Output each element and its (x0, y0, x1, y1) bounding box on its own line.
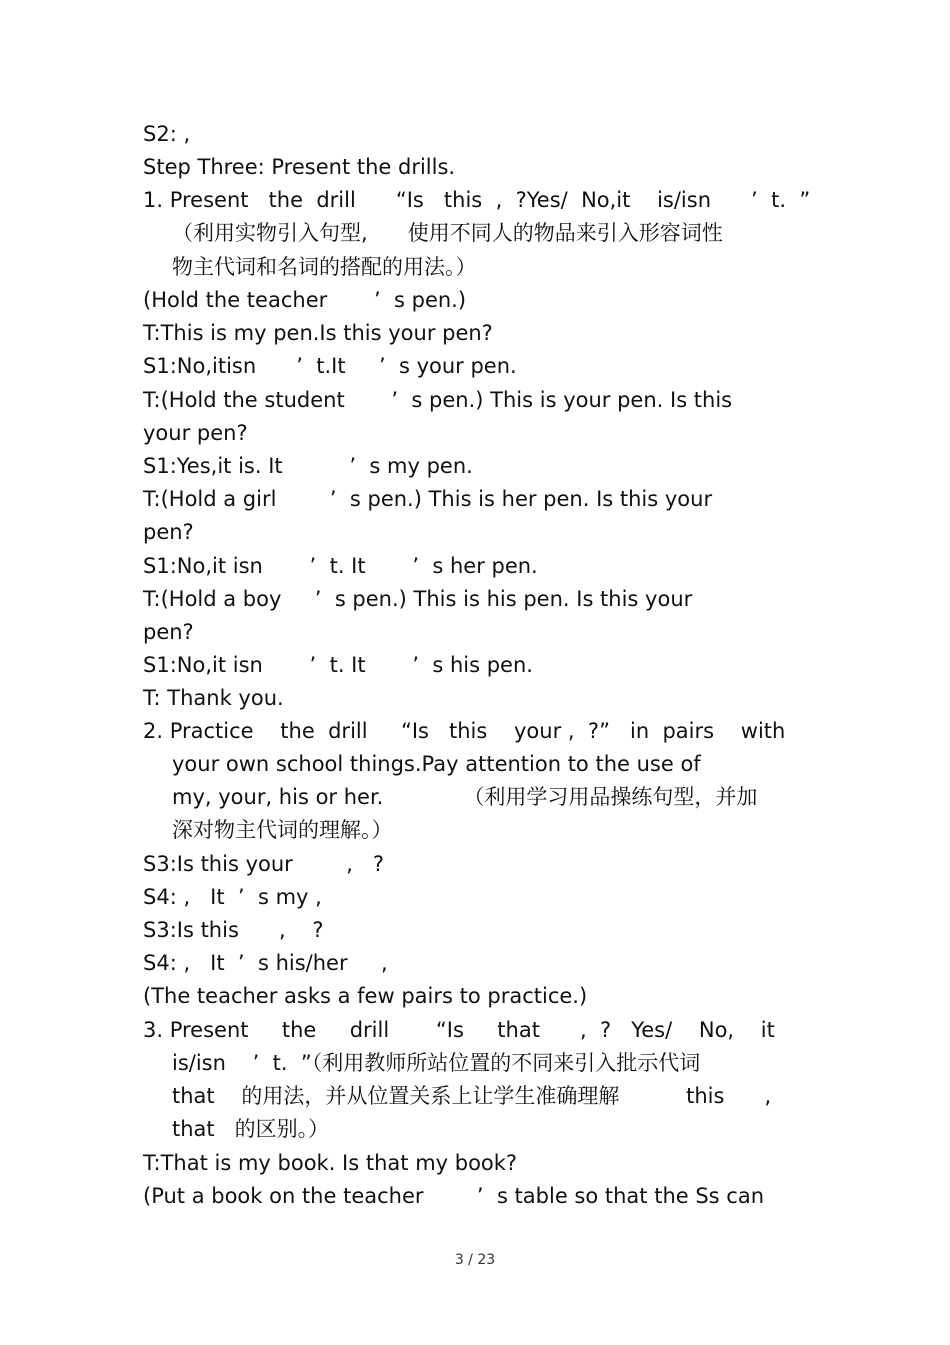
text-line: S1:Yes,it is. It ’ s my pen. (143, 454, 473, 478)
text-line: T:(Hold the student ’ s pen.) This is your pen. Is this (143, 388, 733, 412)
text-line: S1:No,it isn ’ t. It ’ s her pen. (143, 554, 538, 578)
text-line: S3:Is this , ? (143, 918, 324, 942)
page-number: 3 / 23 (454, 1252, 496, 1268)
text-line: S4: , It ’ s his/her , (143, 951, 388, 975)
text-line: (The teacher asks a few pairs to practice.) (143, 984, 588, 1008)
text-line: S1:No,it isn ’ t. It ’ s his pen. (143, 653, 533, 677)
text-line: that 的区别。） (172, 1117, 330, 1141)
text-line: S4: , It ’ s my , (143, 885, 322, 909)
text-line: pen? (143, 520, 194, 544)
text-line: is/isn ’ t. ”（利用教师所站位置的不同来引入批示代词 (172, 1051, 701, 1075)
text-line: 2. Practice the drill “Is this your , ?” in pairs with (143, 719, 786, 743)
text-line: that 的用法，并从位置关系上让学生准确理解 this , (172, 1084, 772, 1108)
text-line: （利用实物引入句型, 使用不同人的物品来引入形容词性 (172, 221, 723, 245)
text-line: 物主代词和名词的搭配的用法。） (172, 255, 477, 279)
text-line: S3:Is this your , ? (143, 852, 385, 876)
text-line: T:(Hold a girl ’ s pen.) This is her pen. Is this your (143, 487, 713, 511)
text-line: 3. Present the drill “Is that , ? Yes/ No, it (143, 1018, 775, 1042)
step-heading: Step Three: Present the drills. (143, 155, 456, 179)
text-line: pen? (143, 620, 194, 644)
text-line: your pen? (143, 421, 248, 445)
text-line: S2: , (143, 122, 191, 146)
text-line: 深对物主代词的理解。） (172, 818, 393, 842)
text-line: S1:No,itisn ’ t.It ’ s your pen. (143, 354, 517, 378)
text-line: T:That is my book. Is that my book? (143, 1151, 518, 1175)
text-line: T:(Hold a boy ’ s pen.) This is his pen. Is this your (143, 587, 693, 611)
text-line: my, your, his or her. （利用学习用品操练句型，并加 (172, 785, 758, 809)
text-line: T: Thank you. (143, 686, 284, 710)
text-line: (Put a book on the teacher ’ s table so that the Ss can (143, 1184, 765, 1208)
text-line: T:This is my pen.Is this your pen? (143, 321, 493, 345)
text-line: your own school things.Pay attention to the use of (172, 752, 701, 776)
text-line: 1. Present the drill “Is this , ?Yes/ No,it is/isn ’ t. ” (143, 188, 811, 212)
text-line: (Hold the teacher ’ s pen.) (143, 288, 467, 312)
